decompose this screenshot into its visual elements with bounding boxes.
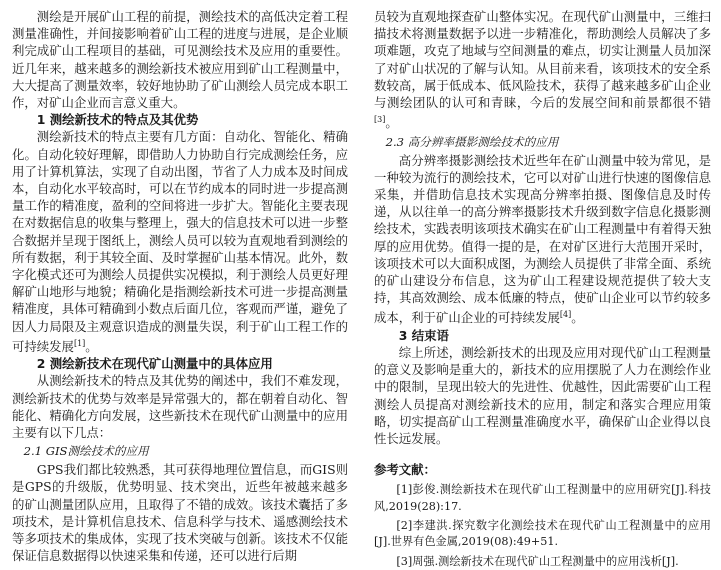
- conclusion-paragraph: 综上所述，测绘新技术的出现及应用对现代矿山工程测量的意义及影响是重大的，新技术的应用摆脱了人力在测绘作业中的限制，呈现出较大的先进性、优越性，因此需要矿山工程测绘人员提高对测绘新技术的应用，制定和落实合理应用策略，切实提高矿山工程测量准确度水平，确保矿山企业得以良性长远发展。: [374, 344, 711, 446]
- left-column: [12, 8, 348, 564]
- citation-1: [1]: [73, 338, 86, 348]
- section-2-3-heading: 2.3 高分辨率摄影测绘技术的应用: [385, 134, 559, 149]
- section-1-end: 。: [85, 338, 98, 354]
- section-2-3-end: 。: [571, 310, 584, 326]
- reference-item: [3]周强.测绘新技术在现代矿山工程测量中的应用浅析[J].: [396, 554, 679, 568]
- section-1-text: 测绘新技术的特点主要有几方面：自动化、智能化、精确化。自动化较好理解，即借助人力协助自行完成测绘任务，应用了计算机算法，实现了自动出图，节省了人力成本及时间成本，自动化水平较高时，可以在节约成本的同时进一步提高测量工作的精准度，盈利的空间将进一步扩大。智能化主要表现在对数据信息的收集与整理上，强大的信息技术可以进一步整合数据并呈现于图纸上，测绘人员可以较为直观地看到测绘的所有数据，利于其较全面、及时掌握矿山基本情况。此外，数字化模式还可为测绘人员提供实况模拟，利于测绘人员更好理解矿山地形与地貌；精确化是指测绘新技术可进一步提高测量精准度，具体可精确到小数点后面几位，客观而严谨，避免了因人力局限及主观意识造成的测量失误，利于矿山工程工作的可持续发展: [12, 129, 348, 354]
- reference-item: [2]李建洪.探究数字化测绘技术在现代矿山工程测量中的应用[J].世界有色金属,2019(08):49+51.: [374, 518, 711, 549]
- continued-paragraph: [374, 8, 711, 132]
- section-1-heading: 1 测绘新技术的特点及其优势: [36, 112, 199, 128]
- intro-paragraph: 测绘是开展矿山工程的前提，测绘技术的高低决定着工程测量准确性，并间接影响着矿山工程的进度与进展，是企业顺利完成矿山工程项目的基础，可见测绘技术及应用的重要性。近几年来，越来越多的测绘新技术被应用到矿山工程测量中，大大提高了测量效率，较好地协助了矿山测绘人员完成本职工作，对矿山企业而言意义重大。: [12, 9, 348, 111]
- section-2-1-heading: 2.1 GIS测绘技术的应用: [23, 444, 149, 459]
- citation-3: [3]: [374, 115, 386, 125]
- section-3-heading: 3 结束语: [398, 327, 449, 343]
- section-2-paragraph: 从测绘新技术的特点及其优势的阐述中，我们不难发现，测绘新技术的优势与效率是异常强大的，都在朝着自动化、智能化、精确化方向发展，这些新技术在现代矿山测量中的应用主要有以下几点：: [12, 373, 348, 440]
- right-column: [374, 8, 711, 570]
- section-2-1-paragraph: GPS我们都比较熟悉，其可获得地理位置信息，而GIS则是GPS的升级版，优势明显、技术突出，近些年被越来越多的矿山测量团队应用，且取得了不错的成效。该技术囊括了多项技术，是计算机信息技术、信息科学与技术、遥感测绘技术等多项技术的集成体，实现了技术突破与创新。该技术不仅能保证信息数据得以快速采集和传递，还可以进行后期: [12, 462, 348, 564]
- section-2-3-text: 高分辨率摄影测绘技术近些年在矿山测量中较为常见，是一种较为流行的测绘技术，它可以对矿山进行快速的图像信息采集，并借助信息技术实现高分辨率拍摄、图像信息及时传递，从以往单一的高分辨率摄影技术升级到数字信息化摄影测绘技术，实践表明该项技术确实在矿山工程测量中有着得天独厚的应用优势。值得一提的是，在对矿区进行大范围开采时，该项技术可以大面积成图，为测绘人员提供了非常全面、系统的矿山建设分布信息，这为矿山工程建设规范提供了较大支持，其高效测绘、成本低廉的特点，使矿山企业可以节约较多成本，利于矿山企业的可持续发展: [374, 152, 711, 326]
- continued-end: 。: [385, 115, 398, 131]
- section-2-heading: 2 测绘新技术在现代矿山测量中的具体应用: [36, 356, 273, 372]
- citation-4: [4]: [559, 310, 572, 320]
- section-2-3-paragraph: [374, 152, 711, 327]
- continued-text: 员较为直观地探查矿山整体实况。在现代矿山测量中，三维扫描技术将测量数据予以进一步精准化，帮助测绘人员解决了多项难题，攻克了地域与空间测量的难点，切实让测量人员加深了对矿山状况的了解与认知。从目前来看，该项技术的安全系数较高，属于低成本、低风险技术，获得了越来越多矿山企业与测绘团队的认可和青睐，今后的发展空间和前景都很不错: [374, 9, 711, 111]
- section-1-paragraph: [12, 128, 348, 355]
- references-heading: 参考文献：: [374, 462, 436, 478]
- reference-item: [1]彭俊.测绘新技术在现代矿山工程测量中的应用研究[J].科技风,2019(28):17.: [374, 483, 711, 513]
